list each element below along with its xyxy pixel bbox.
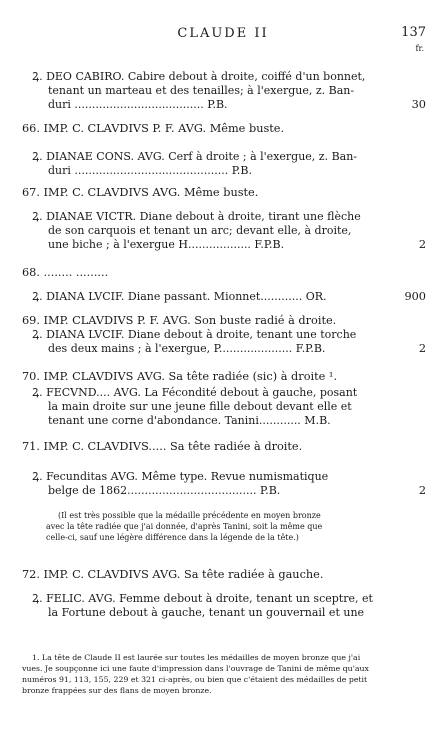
unit-label: fr. bbox=[415, 44, 424, 53]
reverse-mark-icon: Ꝝ. bbox=[32, 70, 47, 83]
reverse-line: belge de 1862..................................... P.B. bbox=[48, 484, 281, 497]
entry-number-line: 69. IMP. CLAVDIVS P. F. AVG. Son buste radié à droite. bbox=[22, 314, 337, 327]
reverse-line: tenant un marteau et des tenailles; à l'exergue, z. Ban- bbox=[48, 84, 355, 97]
reverse-line: la main droite sur une jeune fille debout devant elle et bbox=[48, 400, 352, 413]
reverse-line: une biche ; à l'exergue H.................. F.P.B. bbox=[48, 238, 285, 251]
reverse-line: Ꝝ. DIANA LVCIF. Diane passant. Mionnet............ OR. bbox=[32, 290, 327, 303]
reverse-mark-icon: Ꝝ. bbox=[32, 386, 47, 399]
reverse-mark-icon: Ꝝ. bbox=[32, 328, 47, 341]
reverse-mark-icon: Ꝝ. bbox=[32, 592, 47, 605]
reverse-line: Ꝝ. DIANAE VICTR. Diane debout à droite, tirant une flèche bbox=[32, 210, 361, 223]
footnote-line: bronze frappées sur des flans de moyen bronze. bbox=[22, 686, 212, 695]
reverse-line: Ꝝ. DIANA LVCIF. Diane debout à droite, tenant une torche bbox=[32, 328, 357, 341]
note-line: avec la tête radiée que j'ai donnée, d'après Tanini, soit la même que bbox=[46, 522, 323, 531]
reverse-line: duri ............................................ P.B. bbox=[48, 164, 252, 177]
page-number: 137 bbox=[401, 25, 426, 40]
reverse-line: Ꝝ. FELIC. AVG. Femme debout à droite, tenant un sceptre, et bbox=[32, 592, 373, 605]
entry-number-line: 67. IMP. C. CLAVDIVS AVG. Même buste. bbox=[22, 186, 259, 199]
reverse-line: de son carquois et tenant un arc; devant elle, à droite, bbox=[48, 224, 352, 237]
reverse-mark-icon: Ꝝ. bbox=[32, 470, 47, 483]
reverse-line: Ꝝ. DEO CABIRO. Cabire debout à droite, coiffé d'un bonnet, bbox=[32, 70, 366, 83]
reverse-line: Ꝝ. FECVND.... AVG. La Fécondité debout à gauche, posant bbox=[32, 386, 358, 399]
reverse-line: tenant une corne d'abondance. Tanini............ M.B. bbox=[48, 414, 331, 427]
entry-number-line: 66. IMP. C. CLAVDIVS P. F. AVG. Même buste. bbox=[22, 122, 285, 135]
price-value: 30 bbox=[411, 98, 426, 111]
reverse-line: Ꝝ. DIANAE CONS. AVG. Cerf à droite ; à l'exergue, z. Ban- bbox=[32, 150, 358, 163]
price-value: 2 bbox=[418, 238, 426, 251]
entry-number-line: 68. ........ ......... bbox=[22, 266, 109, 279]
price-value: 900 bbox=[404, 290, 426, 303]
footnote-line: numéros 91, 113, 155, 229 et 321 ci-après, ou bien que c'étaient des médailles de petit bbox=[22, 675, 368, 684]
reverse-line: la Fortune debout à gauche, tenant un gouvernail et une bbox=[48, 606, 365, 619]
entry-number-line: 71. IMP. C. CLAVDIVS..... Sa tête radiée à droite. bbox=[22, 440, 303, 453]
reverse-mark-icon: Ꝝ. bbox=[32, 290, 47, 303]
footnote-line: 1. La tête de Claude II est laurée sur toutes les médailles de moyen bronze que j'ai bbox=[32, 653, 361, 662]
page-title: CLAUDE II bbox=[177, 26, 269, 41]
reverse-mark-icon: Ꝝ. bbox=[32, 150, 47, 163]
entry-number-line: 72. IMP. C. CLAVDIVS AVG. Sa tête radiée à gauche. bbox=[22, 568, 324, 581]
note-line: (Il est très possible que la médaille précédente en moyen bronze bbox=[58, 511, 321, 520]
reverse-line: Ꝝ. Fecunditas AVG. Même type. Revue numismatique bbox=[32, 470, 329, 483]
reverse-mark-icon: Ꝝ. bbox=[32, 210, 47, 223]
entry-number-line: 70. IMP. CLAVDIVS AVG. Sa tête radiée (sic) à droite ¹. bbox=[22, 370, 338, 383]
price-value: 2 bbox=[418, 342, 426, 355]
note-line: celle-ci, sauf une légère différence dans la légende de la tête.) bbox=[46, 533, 299, 542]
footnote-line: vues. Je soupçonne ici une faute d'impression dans l'ouvrage de Tanini de même qu'aux bbox=[22, 664, 369, 673]
reverse-line: des deux mains ; à l'exergue, P..................... F.P.B. bbox=[48, 342, 326, 355]
reverse-line: duri ..................................... P.B. bbox=[48, 98, 228, 111]
price-value: 2 bbox=[418, 484, 426, 497]
